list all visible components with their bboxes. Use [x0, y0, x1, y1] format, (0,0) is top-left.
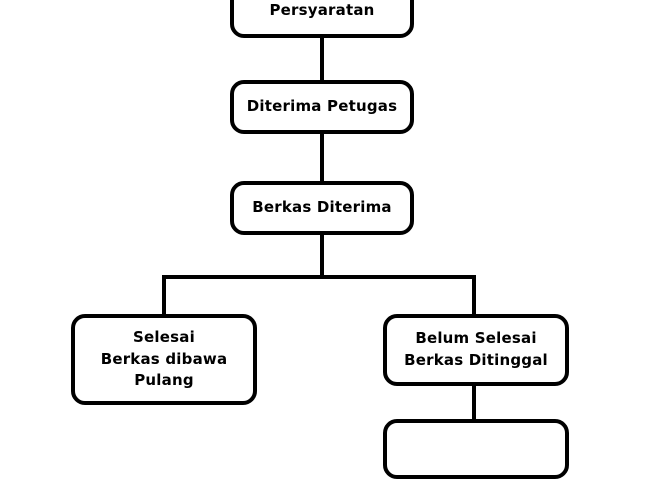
- node-selesai-line-2: Berkas dibawa: [100, 349, 228, 368]
- connector-belum-selesai-to-next: [472, 386, 476, 421]
- node-diterima-petugas[interactable]: [230, 80, 414, 134]
- connector-split-horizontal: [162, 275, 476, 279]
- node-selesai-berkas-dibawa-pulang[interactable]: [71, 314, 257, 405]
- node-persyaratan[interactable]: [230, 0, 414, 38]
- node-berkas-diterima[interactable]: [230, 181, 414, 235]
- node-bawah-terpotong[interactable]: [383, 419, 569, 479]
- node-belum-selesai-berkas-ditinggal[interactable]: [383, 314, 569, 386]
- connector-berkas-diterima-down-stem: [320, 235, 324, 277]
- node-selesai-line-3: Pulang: [134, 371, 194, 390]
- node-belum-selesai-line-1: Belum Selesai: [415, 329, 537, 348]
- node-diterima-petugas-line-1: Diterima Petugas: [246, 97, 398, 116]
- node-persyaratan-line-1: Persyaratan: [269, 1, 375, 20]
- node-selesai-line-1: Selesai: [133, 327, 195, 346]
- connector-split-to-selesai: [162, 275, 166, 316]
- connector-persyaratan-to-diterima-petugas: [320, 38, 324, 80]
- node-belum-selesai-line-2: Berkas Ditinggal: [404, 351, 548, 369]
- node-berkas-diterima-line-1: Berkas Diterima: [252, 198, 392, 217]
- connector-split-to-belum-selesai: [472, 275, 476, 316]
- connector-diterima-petugas-to-berkas-diterima: [320, 134, 324, 181]
